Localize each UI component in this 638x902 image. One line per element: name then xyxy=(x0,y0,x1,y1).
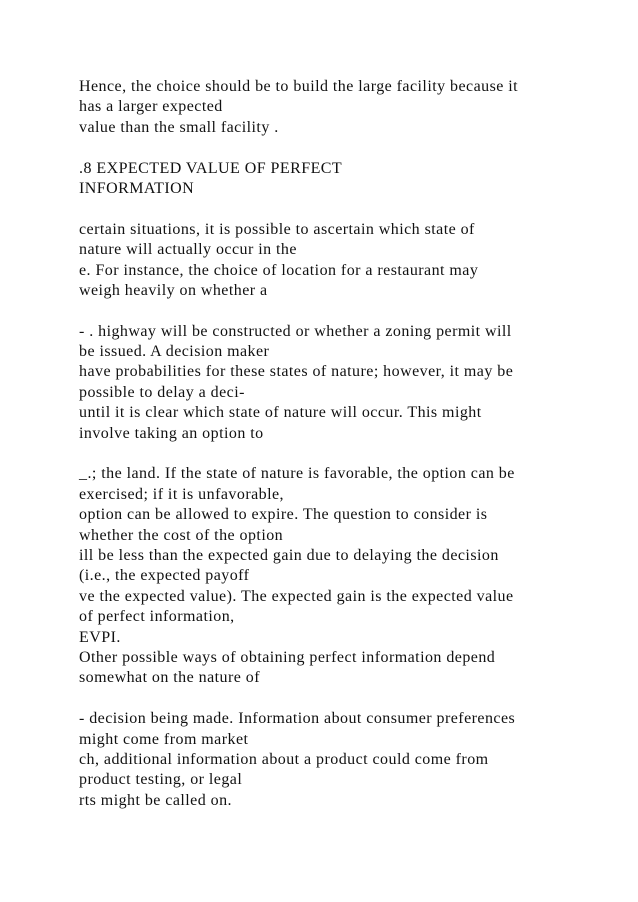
paragraph-spacer xyxy=(79,301,599,321)
text-line: value than the small facility . xyxy=(79,118,279,136)
text-line: somewhat on the nature of xyxy=(79,669,260,687)
heading-line: .8 EXPECTED VALUE OF PERFECT xyxy=(79,159,343,177)
paragraph-conclusion xyxy=(79,77,599,138)
text-line: rts might be called on. xyxy=(79,791,232,809)
paragraph-spacer xyxy=(79,199,599,219)
heading-line: INFORMATION xyxy=(79,179,195,197)
text-line: until it is clear which state of nature will occur. This might xyxy=(79,404,482,422)
text-line: (i.e., the expected payoff xyxy=(79,567,250,585)
paragraph-spacer xyxy=(79,689,599,709)
paragraph-spacer xyxy=(79,138,599,158)
text-line: Hence, the choice should be to build the large facility because it xyxy=(79,78,519,95)
text-line: whether the cost of the option xyxy=(79,526,284,544)
text-line: - decision being made. Information about consumer preferences xyxy=(79,710,516,728)
text-line: - . highway will be constructed or whether a zoning permit will xyxy=(79,322,512,340)
text-line: have probabilities for these states of nature; however, it may be xyxy=(79,363,514,381)
text-line: exercised; if it is unfavorable, xyxy=(79,485,284,503)
text-line: option can be allowed to expire. The question to consider is xyxy=(79,506,488,524)
paragraph-highway xyxy=(79,322,599,444)
paragraph-spacer xyxy=(79,444,599,464)
paragraph-research xyxy=(79,709,599,811)
text-line: ill be less than the expected gain due to delaying the decision xyxy=(79,546,499,564)
text-line: product testing, or legal xyxy=(79,771,243,789)
text-line: might come from market xyxy=(79,730,249,748)
text-line: weigh heavily on whether a xyxy=(79,281,268,299)
paragraph-intro xyxy=(79,220,599,302)
text-line: of perfect information, xyxy=(79,608,235,626)
text-line: EVPI. xyxy=(79,628,121,646)
text-line: certain situations, it is possible to ascertain which state of xyxy=(79,220,475,238)
paragraph-option xyxy=(79,464,599,688)
section-heading xyxy=(79,159,599,200)
text-line: nature will actually occur in the xyxy=(79,241,297,259)
text-line: has a larger expected xyxy=(79,98,223,116)
text-line: Other possible ways of obtaining perfect information depend xyxy=(79,648,496,666)
text-line: be issued. A decision maker xyxy=(79,343,270,361)
text-line: ve the expected value). The expected gain is the expected value xyxy=(79,587,514,605)
text-line: involve taking an option to xyxy=(79,424,264,442)
text-line: ch, additional information about a product could come from xyxy=(79,750,489,768)
text-line: _.; the land. If the state of nature is favorable, the option can be xyxy=(79,465,515,483)
text-line: possible to delay a deci- xyxy=(79,383,245,401)
text-line: e. For instance, the choice of location for a restaurant may xyxy=(79,261,479,279)
document-page xyxy=(79,77,599,811)
